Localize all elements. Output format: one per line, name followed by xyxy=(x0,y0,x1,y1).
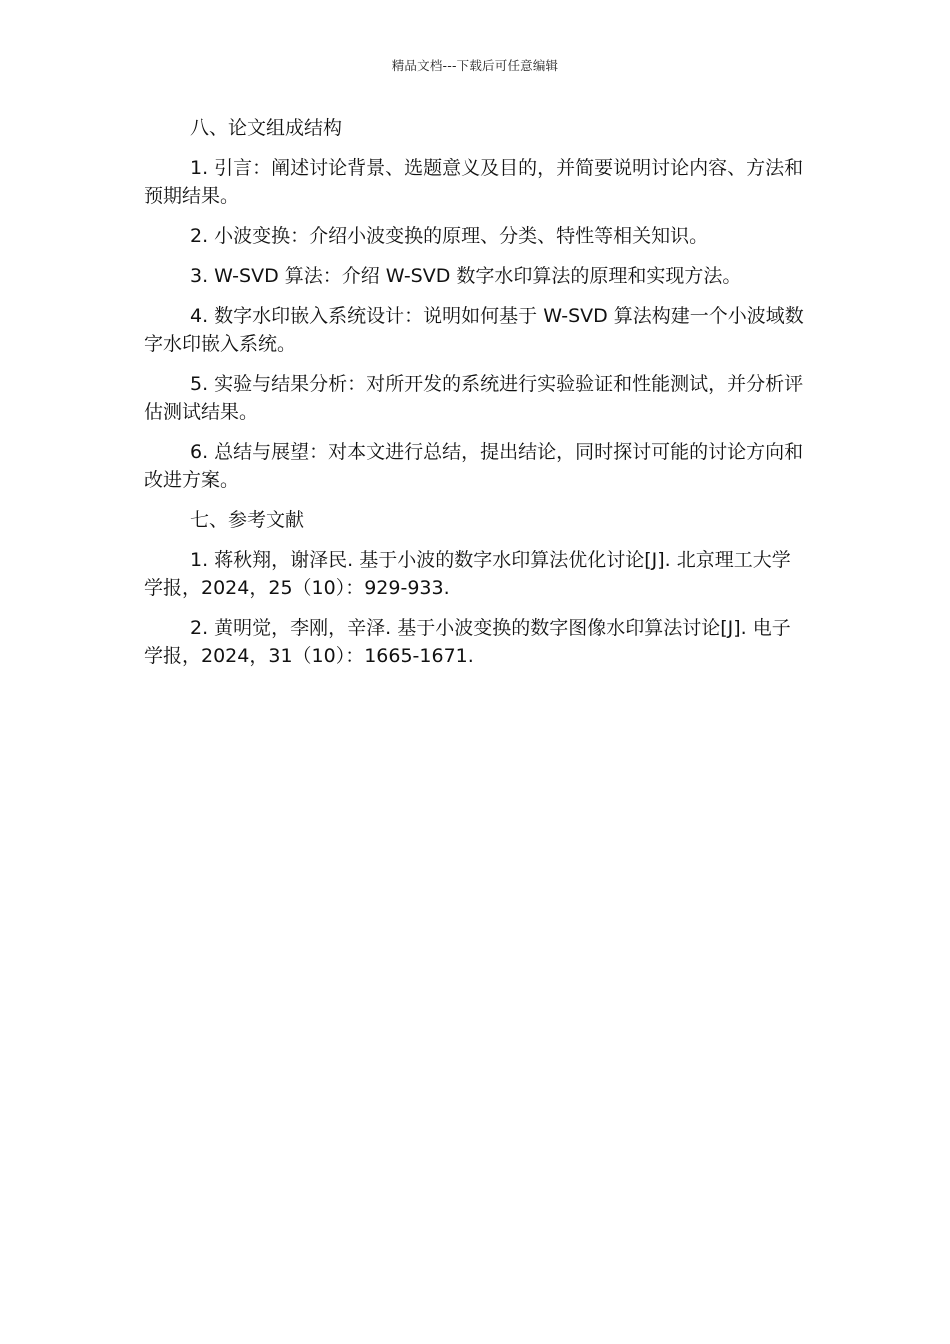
structure-item-wavelet: 2. 小波变换：介绍小波变换的原理、分类、特性等相关知识。 xyxy=(190,225,709,247)
structure-item-introduction: 1. 引言：阐述讨论背景、选题意义及目的，并简要说明讨论内容、方法和预期结果。 xyxy=(144,157,804,207)
section-heading-structure: 八、论文组成结构 xyxy=(190,117,343,139)
section-heading-references: 七、参考文献 xyxy=(190,509,305,531)
structure-item-conclusion: 6. 总结与展望：对本文进行总结，提出结论，同时探讨可能的讨论方向和改进方案。 xyxy=(144,441,804,491)
reference-item: 2. 黄明觉，李刚，辛泽. 基于小波变换的数字图像水印算法讨论[J]. 电子学报，2024，31（10）：1665-1671. xyxy=(144,617,791,667)
reference-item: 1. 蒋秋翔，谢泽民. 基于小波的数字水印算法优化讨论[J]. 北京理工大学学报，2024，25（10）：929-933. xyxy=(144,549,791,599)
structure-item-wsvd: 3. W-SVD 算法：介绍 W-SVD 数字水印算法的原理和实现方法。 xyxy=(190,265,742,287)
document-body xyxy=(144,114,809,682)
structure-item-experiment: 5. 实验与结果分析：对所开发的系统进行实验验证和性能测试，并分析评估测试结果。 xyxy=(144,373,804,423)
structure-item-system-design: 4. 数字水印嵌入系统设计：说明如何基于 W-SVD 算法构建一个小波域数字水印嵌入系统。 xyxy=(144,305,804,355)
page-header: 精品文档---下载后可任意编辑 xyxy=(391,58,559,73)
